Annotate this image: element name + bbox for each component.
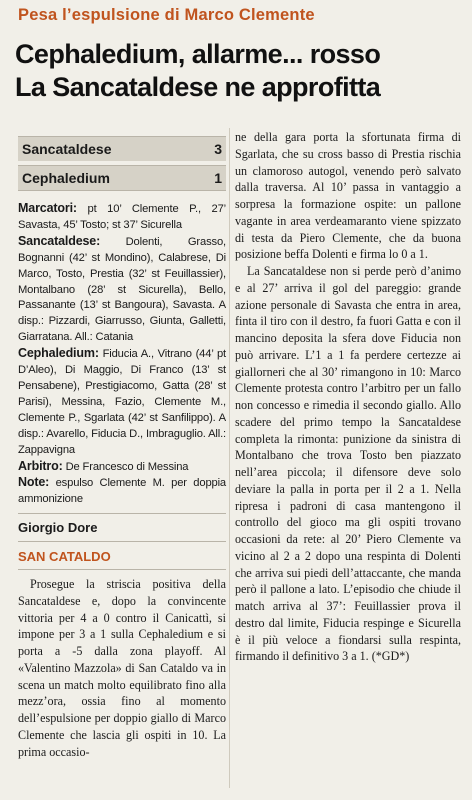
author-byline: Giorgio Dore: [18, 513, 226, 542]
article-body-right: [235, 129, 461, 665]
article-paragraph: La Sancataldese non si perde però d’animo e al 27’ arriva il gol del pareggio: grande azione personale di Savasta che entra in area, finta il tiro con il destro, fa fuori Gatta e con il mancino deposita la sfera dove Fiducia non può arrivare. L’1 a 1 fa perdere certezze ai giallorneri che al 30’ rimangono in 10: Marco Clemente protesta contro l’arbitro per un fallo non concesso e rimedia il secondo giallo. Allo scadere del primo tempo la Sancataldese completa la rimonta: punizione da sinistra di Montalbano che trova Tosto ben piazzato nell’area piccola; il difensore deve solo deviare la palla in porta per il 2 a 1. Nella ripresa i padroni di casa mantengono il controllo del gioco ma gli ospiti trovano occasioni da rete: al 20’ Piero Clemente va vicino al 2 a 2 dopo una respinta di Dolenti che arriva sui piedi dell’attaccante, che manda però il pallone a lato. L’episodio che chiude il match arriva al 37’: Feuillassier prova il destro dal limite, Fiducia respinge e Sicurella è il più veloce a fiondarsi sulla respinta, firmando il definitivo 3 a 1. (*GD*): [235, 264, 461, 664]
left-column: [18, 136, 226, 760]
referee-text: De Francesco di Messina: [62, 460, 189, 473]
away-lineup-text: Fiducia A., Vitrano (44’ pt D’Aleo), Di Maggio, Di Franco (13’ st Pensabene), Prestigiacomo, Gatta (28’ st Parisi), Messina, Fazio, Clemente M., Clemente P., Sgarlata (42’ st Sanfilippo). A disp.: Avarello, Fiducia D., Imbraguglio. All.: Zappavigna: [18, 348, 226, 456]
match-report-box: [18, 201, 226, 508]
score-row-home: [18, 136, 226, 161]
notes-label: Note:: [18, 475, 50, 490]
away-team-goals: 1: [214, 170, 222, 186]
scorers-text: pt 10’ Clemente P., 27’ Savasta, 45’ Tosto; st 37’ Sicurella: [18, 203, 226, 231]
away-lineup-label: Cephaledium:: [18, 346, 99, 361]
home-team-goals: 3: [214, 141, 222, 157]
score-row-away: [18, 165, 226, 191]
referee-label: Arbitro:: [18, 458, 63, 473]
home-lineup-line: [18, 234, 226, 346]
away-team-name: Cephaledium: [22, 170, 110, 186]
notes-line: [18, 475, 226, 508]
home-lineup-label: Sancataldese:: [18, 233, 101, 248]
column-divider: [229, 128, 230, 788]
notes-text: espulso Clemente M. per doppia ammonizione: [18, 477, 226, 506]
right-column: [235, 129, 461, 665]
home-lineup-text: Dolenti, Grasso, Bognanni (42’ st Mondino), Calabrese, Di Marco, Tosto, Prestia (32’ st Feuillassier), Montalbano (28’ st Sicurella), Bello, Passanante (13’ st Bangoura), Savasta. A disp.: Pizzardi, Giarrusso, Giunta, Galletti, Giarratana. All.: Catania: [18, 235, 226, 344]
headline-line-1: Cephaledium, allarme... rosso: [15, 39, 381, 69]
scorers-line: [18, 201, 226, 234]
article-paragraph: ne della gara porta la sfortunata firma di Sgarlata, che su cross basso di Prestia rischia un clamoroso autogol, venendo però salvato dalla traversa. Al 10’ passa in vantaggio a sorpresa la formazione ospite: un pallone vagante in area verdeamaranto viene spizzato di testa da Piero Clemente, che da buona posizione beffa Dolenti e firma lo 0 a 1.: [235, 130, 461, 262]
referee-line: [18, 459, 226, 476]
headline: [15, 38, 465, 104]
dateline-place: SAN CATALDO: [18, 549, 226, 570]
home-team-name: Sancataldese: [22, 141, 112, 157]
away-lineup-line: [18, 346, 226, 458]
article-body-left: [18, 576, 226, 760]
article-paragraph: Prosegue la striscia positiva della Sancataldese e, dopo la convincente vittoria per 4 a 0 contro il Canicattì, si impone per 3 a 1 sulla Cephaledium e si porta a -5 dalla zona playoff. Al «Valentino Mazzola» di San Cataldo va in scena un match molto equilibrato fino alla mezz’ora, ossia fino al momento dell’espulsione per doppio giallo di Marco Clemente che lascia gli ospiti in 10. La prima occasio-: [18, 577, 226, 759]
scorers-label: Marcatori:: [18, 201, 77, 215]
article-kicker: Pesa l’espulsione di Marco Clemente: [18, 6, 315, 24]
headline-line-2: La Sancataldese ne approfitta: [15, 72, 381, 102]
